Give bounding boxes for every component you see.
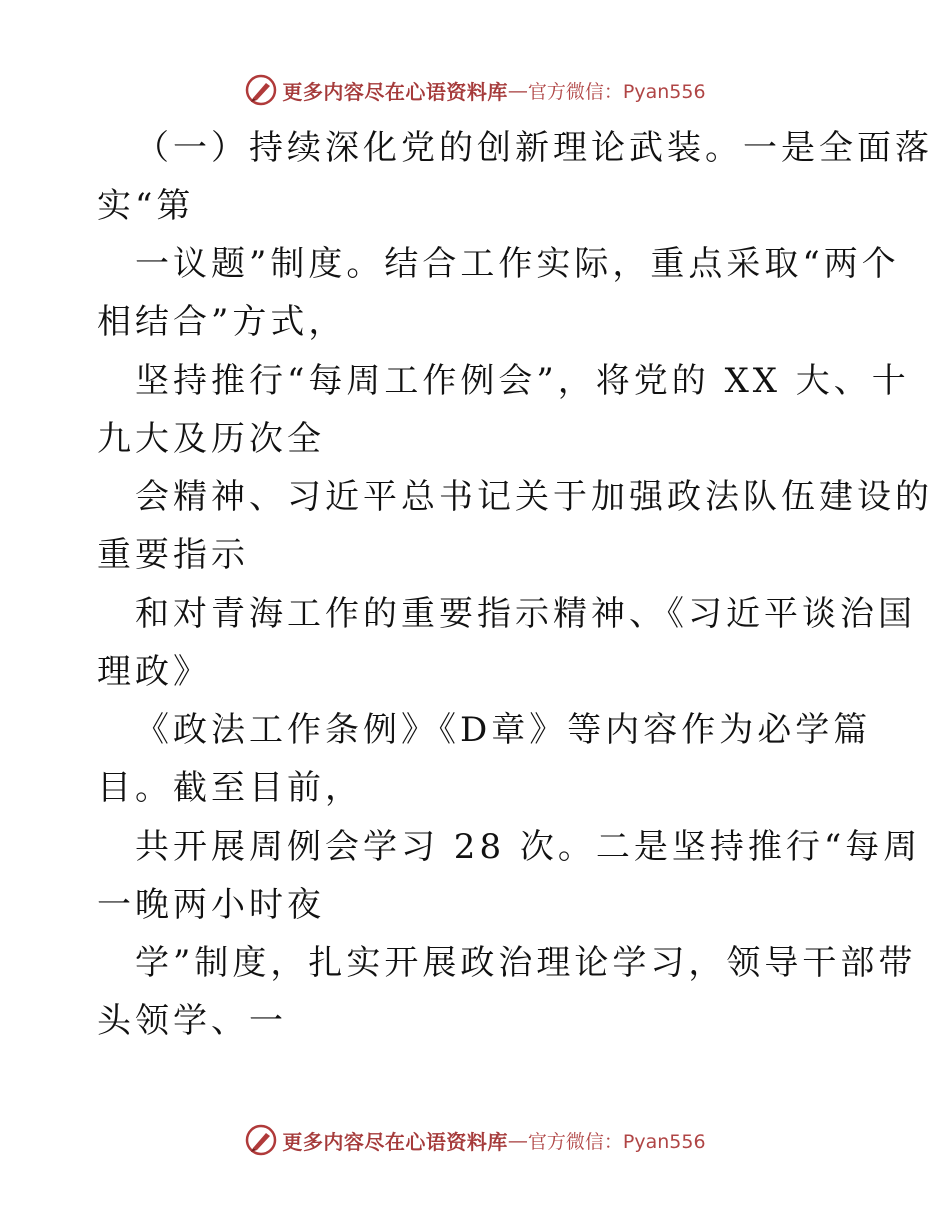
text-line: 一晚两小时夜 (97, 885, 325, 925)
text-line: 目。截至目前， (97, 768, 363, 808)
text-line: 理政》 (97, 652, 211, 692)
text-line: 会精神、习近平总书记关于加强政法队伍建设的 (135, 477, 933, 517)
watermark-main-text: 更多内容尽在心语资料库 (282, 1129, 508, 1154)
watermark-separator: — (507, 78, 528, 102)
text-line: 一议题”制度。结合工作实际，重点采取“两个 (135, 244, 900, 284)
text-line: 实“第 (97, 186, 195, 226)
text-line: 坚持推行“每周工作例会”，将党的 XX 大、十 (135, 361, 910, 401)
pen-logo-icon (244, 73, 278, 107)
text-line: 学”制度，扎实开展政治理论学习，领导干部带 (135, 943, 917, 983)
watermark-wechat-text: 官方微信：Pyan556 (527, 80, 706, 103)
text-line: 相结合”方式， (97, 302, 347, 342)
text-line: 重要指示 (97, 535, 249, 575)
text-line: （一）持续深化党的创新理论武装。一是全面落 (135, 128, 933, 168)
text-line: 和对青海工作的重要指示精神、《习近平谈治国 (135, 594, 916, 634)
text-line: 共开展周例会学习 28 次。二是坚持推行“每周 (135, 827, 922, 867)
watermark-wechat-text: 官方微信：Pyan556 (527, 1130, 706, 1153)
pen-logo-icon (244, 1123, 278, 1157)
text-line: 头领学、一 (97, 1001, 287, 1041)
text-line: 九大及历次全 (97, 419, 325, 459)
text-line: 《政法工作条例》《D章》等内容作为必学篇 (135, 710, 872, 750)
watermark-main-text: 更多内容尽在心语资料库 (282, 79, 508, 104)
footer-watermark (0, 1120, 950, 1160)
header-watermark (0, 70, 950, 110)
watermark-separator: — (507, 1128, 528, 1152)
